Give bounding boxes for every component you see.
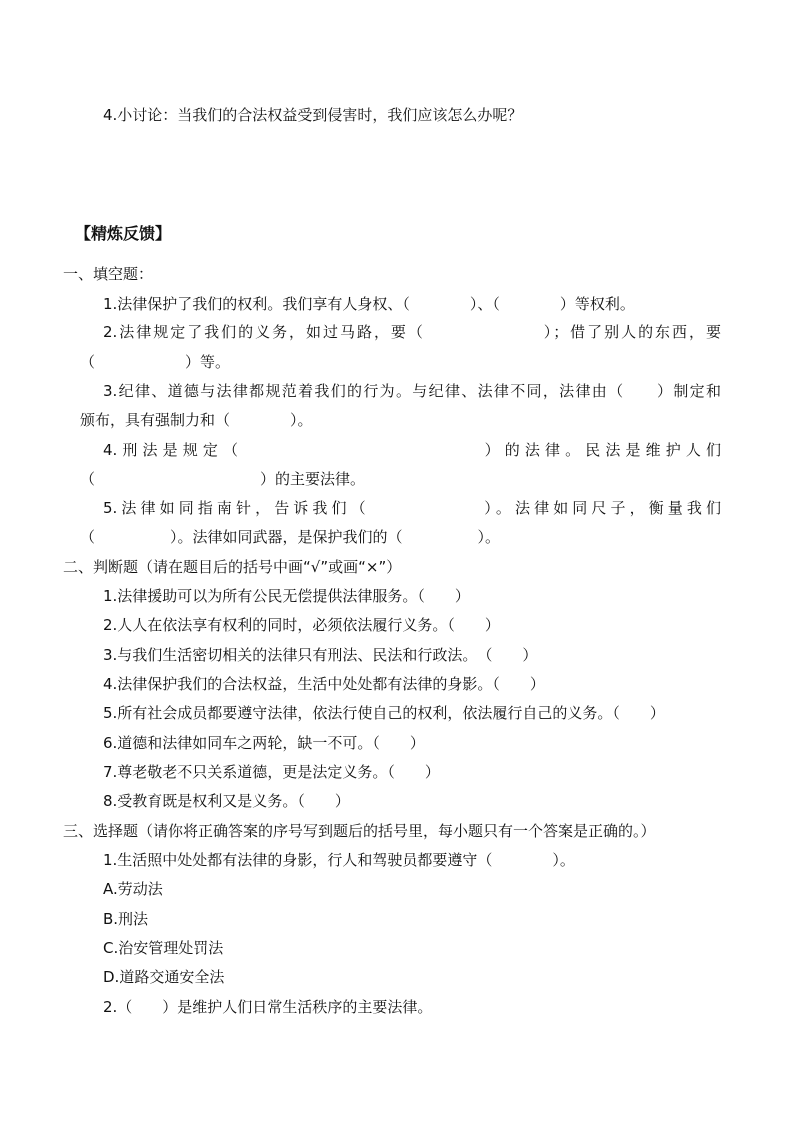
fill-blank-line: 颁布，具有强制力和（ ）。 <box>80 411 313 429</box>
true-false-item: 3.与我们生活密切相关的法律只有刑法、民法和行政法。 （ ） <box>103 646 538 664</box>
section-title: 【精炼反馈】 <box>75 224 172 243</box>
choice-option: B.刑法 <box>103 910 149 928</box>
fill-blank-line: （ ）。法律如同武器，是保护我们的（ ）。 <box>80 528 501 546</box>
true-false-item: 2.人人在依法享有权利的同时，必须依法履行义务。（ ） <box>103 616 500 634</box>
choice-question: 2.（ ）是维护人们日常生活秩序的主要法律。 <box>103 998 433 1016</box>
true-false-item: 4.法律保护我们的合法权益，生活中处处都有法律的身影。（ ） <box>103 675 545 693</box>
true-false-item: 8.受教育既是权利又是义务。（ ） <box>103 792 350 810</box>
fill-blank-line: 3.纪律、道德与法律都规范着我们的行为。与纪律、法律不同，法律由（ ）制定和 <box>103 382 721 400</box>
discussion-question: 4.小讨论：当我们的合法权益受到侵害时，我们应该怎么办呢？ <box>103 106 523 124</box>
fill-blank-line: 2.法律规定了我们的义务，如过马路，要（ ）；借了别人的东西，要 <box>103 323 721 341</box>
fill-blank-line: （ ）的主要法律。 <box>80 470 366 488</box>
true-false-item: 5.所有社会成员都要遵守法律，依法行使自己的权利，依法履行自己的义务。（ ） <box>103 704 665 722</box>
fill-blank-line: 4.刑法是规定（ ）的法律。民法是维护人们 <box>103 441 721 459</box>
choice-option: C.治安管理处罚法 <box>103 939 224 957</box>
fill-blank-heading: 一、填空题： <box>63 265 154 283</box>
true-false-heading: 二、判断题（请在题目后的括号中画“√”或画“×”） <box>63 558 402 576</box>
true-false-item: 7.尊老敬老不只关系道德，更是法定义务。（ ） <box>103 763 440 781</box>
fill-blank-line: 1.法律保护了我们的权利。我们享有人身权、（ ）、（ ）等权利。 <box>103 295 635 313</box>
true-false-item: 1.法律援助可以为所有公民无偿提供法律服务。（ ） <box>103 587 470 605</box>
fill-blank-line: 5.法律如同指南针，告诉我们（ ）。法律如同尺子，衡量我们 <box>103 499 721 517</box>
choice-question: 1.生活照中处处都有法律的身影，行人和驾驶员都要遵守（ ）。 <box>103 851 575 869</box>
fill-blank-line: （ ）等。 <box>80 353 231 371</box>
choice-option: D.道路交通安全法 <box>103 968 225 986</box>
multiple-choice-heading: 三、选择题（请你将正确答案的序号写到题后的括号里，每小题只有一个答案是正确的。） <box>63 822 656 840</box>
choice-option: A.劳动法 <box>103 880 163 898</box>
true-false-item: 6.道德和法律如同车之两轮，缺一不可。（ ） <box>103 734 425 752</box>
